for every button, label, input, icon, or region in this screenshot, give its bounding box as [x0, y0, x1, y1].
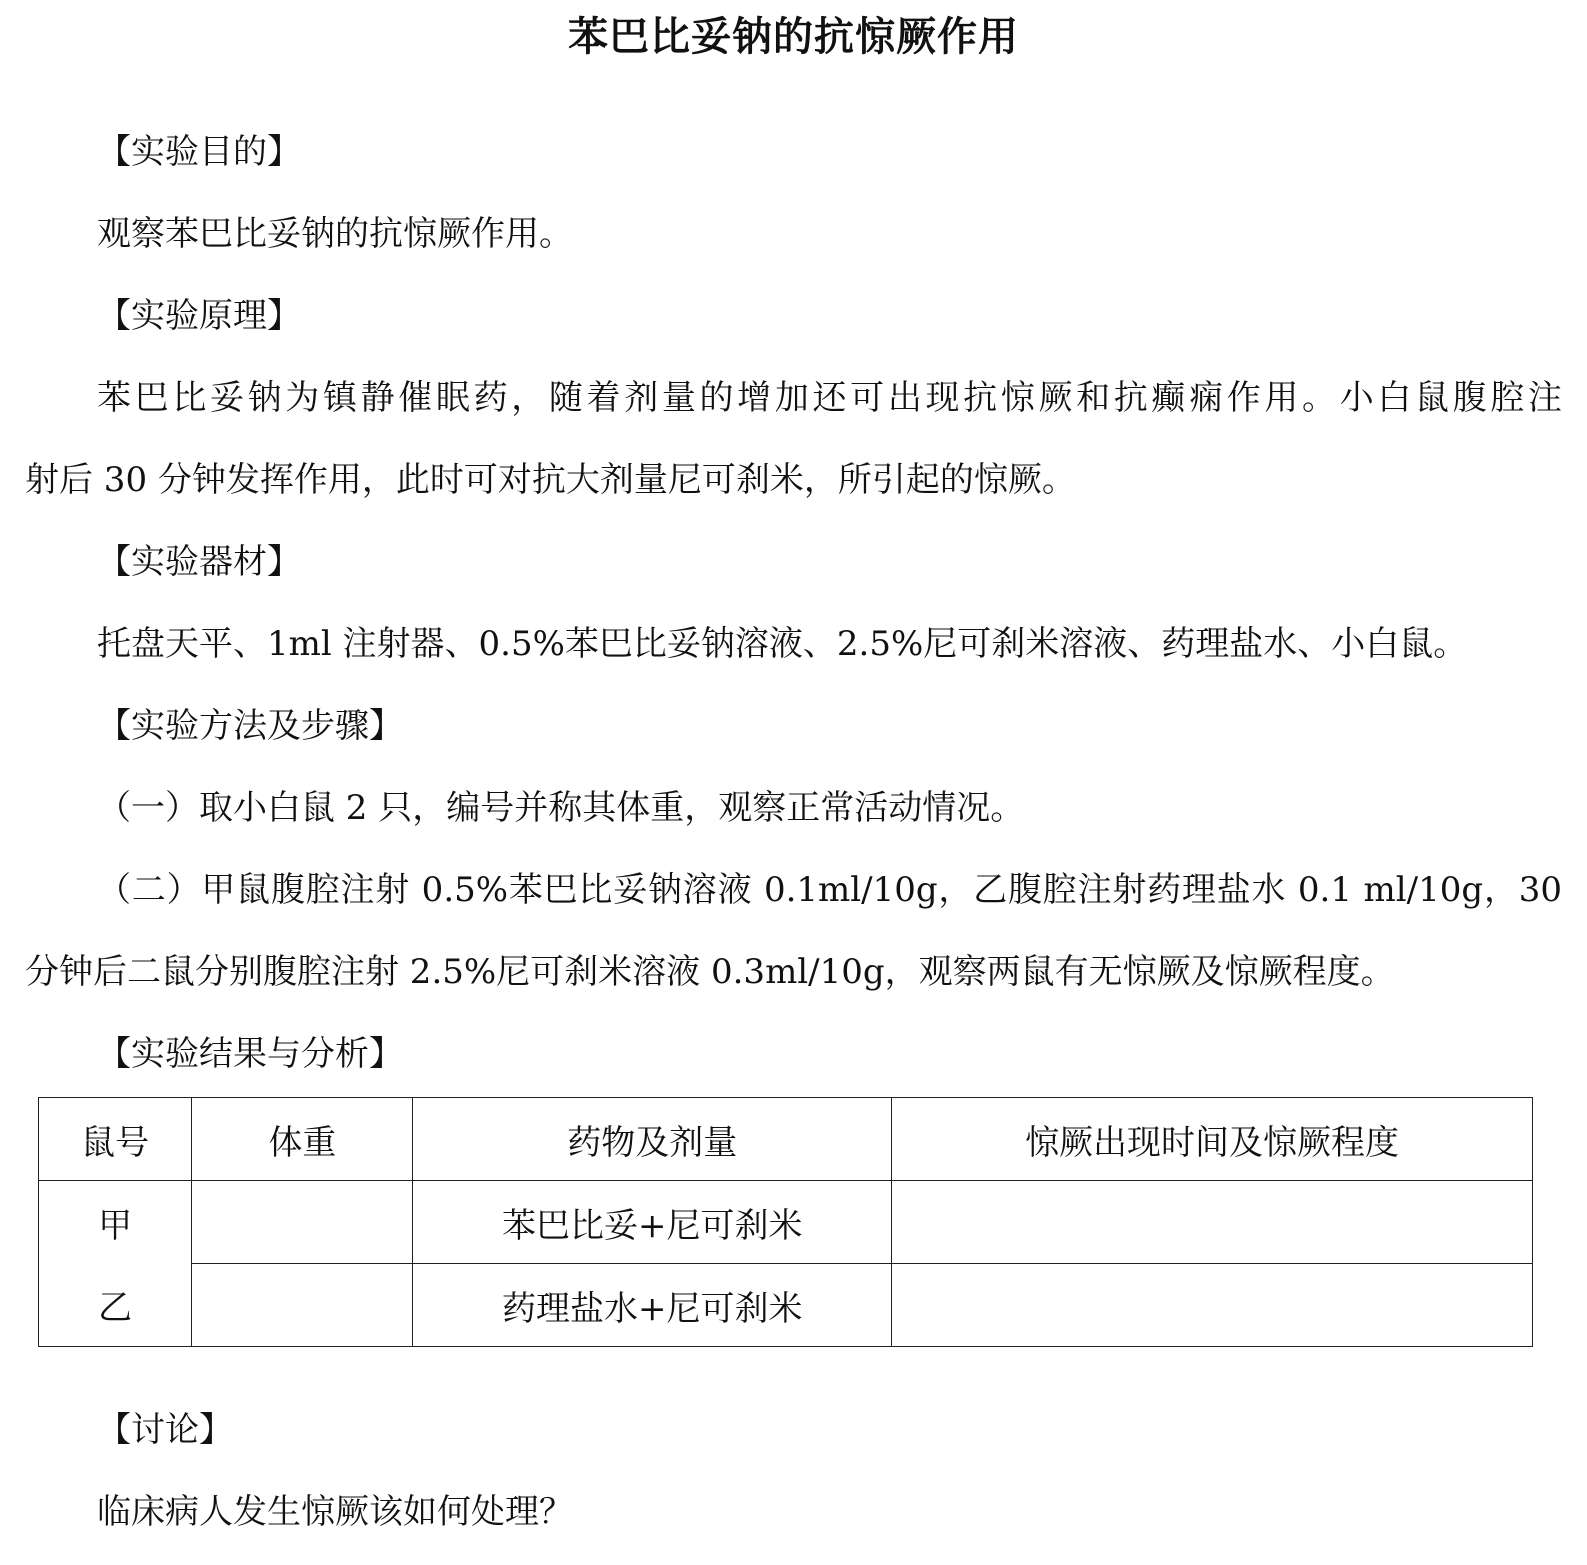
principle-heading: 【实验原理】 [97, 296, 301, 336]
discussion-heading: 【讨论】 [97, 1410, 233, 1450]
results-table [38, 1097, 1533, 1347]
methods-step1: （一）取小白鼠 2 只，编号并称其体重，观察正常活动情况。 [97, 788, 1025, 828]
materials-text: 托盘天平、1ml 注射器、0.5%苯巴比妥钠溶液、2.5%尼可刹米溶液、药理盐水、小白鼠。 [97, 624, 1468, 664]
header-mouse-id: 鼠号 [39, 1098, 192, 1181]
purpose-text: 观察苯巴比妥钠的抗惊厥作用。 [97, 214, 573, 254]
document-title: 苯巴比妥钠的抗惊厥作用 [568, 13, 1019, 60]
cell-weight [192, 1264, 413, 1347]
methods-step2-line2: 分钟后二鼠分别腹腔注射 2.5%尼可刹米溶液 0.3ml/10g，观察两鼠有无惊厥及惊厥程度。 [25, 952, 1395, 992]
table-header-row [39, 1098, 1533, 1181]
methods-heading: 【实验方法及步骤】 [97, 706, 403, 746]
header-convulsion-time: 惊厥出现时间及惊厥程度 [892, 1098, 1533, 1181]
results-heading: 【实验结果与分析】 [97, 1034, 403, 1074]
table-row [39, 1181, 1533, 1264]
cell-convulsion-time [892, 1181, 1533, 1264]
cell-mouse-id: 乙 [39, 1264, 192, 1347]
cell-drug-dose: 药理盐水+尼可刹米 [413, 1264, 892, 1347]
purpose-heading: 【实验目的】 [97, 132, 301, 172]
cell-mouse-id: 甲 [39, 1181, 192, 1264]
cell-weight [192, 1181, 413, 1264]
cell-convulsion-time [892, 1264, 1533, 1347]
table-row [39, 1264, 1533, 1347]
header-drug-dose: 药物及剂量 [413, 1098, 892, 1181]
methods-step2-line1: （二）甲鼠腹腔注射 0.5%苯巴比妥钠溶液 0.1ml/10g，乙腹腔注射药理盐水 0.1 ml/10g，30 [97, 870, 1562, 910]
discussion-text: 临床病人发生惊厥该如何处理？ [97, 1492, 573, 1532]
principle-text-line1: 苯巴比妥钠为镇静催眠药，随着剂量的增加还可出现抗惊厥和抗癫痫作用。小白鼠腹腔注 [97, 378, 1562, 418]
principle-text-line2: 射后 30 分钟发挥作用，此时可对抗大剂量尼可刹米，所引起的惊厥。 [25, 460, 1076, 500]
materials-heading: 【实验器材】 [97, 542, 301, 582]
cell-drug-dose: 苯巴比妥+尼可刹米 [413, 1181, 892, 1264]
header-weight: 体重 [192, 1098, 413, 1181]
